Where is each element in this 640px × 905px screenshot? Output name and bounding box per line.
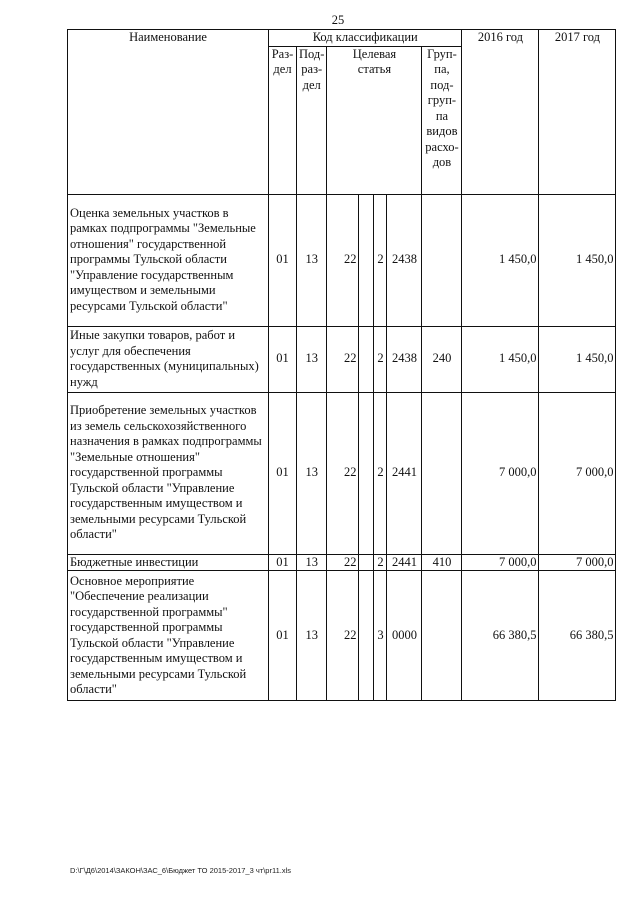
header-row-top	[68, 30, 616, 47]
row-podrazdel: 13	[297, 554, 327, 571]
row-razdel: 01	[269, 554, 297, 571]
row-expense-type	[422, 571, 462, 701]
table-row	[68, 554, 616, 571]
header-razdel: Раз- дел	[269, 46, 297, 194]
row-name: Иные закупки товаров, работ и услуг для обеспечения государственных (муниципальных) нужд	[68, 326, 269, 392]
row-target-3: 3	[374, 571, 387, 701]
row-podrazdel: 13	[297, 194, 327, 326]
header-year-2016: 2016 год	[462, 30, 539, 195]
row-target-4: 0000	[387, 571, 422, 701]
row-target-1: 22	[327, 326, 359, 392]
row-target-3: 2	[374, 554, 387, 571]
row-name: Основное мероприятие "Обеспечение реализации государственной программы" государственной программы Тульской области "Управление государственным имуществом и земельными ресурсами Тульской области"	[68, 571, 269, 701]
row-target-4: 2441	[387, 554, 422, 571]
row-2017: 66 380,5	[539, 571, 616, 701]
row-2016: 7 000,0	[462, 554, 539, 571]
row-name: Бюджетные инвестиции	[68, 554, 269, 571]
row-podrazdel: 13	[297, 392, 327, 554]
row-2016: 7 000,0	[462, 392, 539, 554]
row-2016: 1 450,0	[462, 326, 539, 392]
row-2017: 7 000,0	[539, 554, 616, 571]
row-target-3: 2	[374, 326, 387, 392]
row-target-1: 22	[327, 571, 359, 701]
row-target-3: 2	[374, 392, 387, 554]
row-target-3: 2	[374, 194, 387, 326]
row-expense-type: 410	[422, 554, 462, 571]
row-razdel: 01	[269, 392, 297, 554]
header-code-group: Код классификации	[269, 30, 462, 47]
row-target-1: 22	[327, 554, 359, 571]
header-expense-type: Груп- па, под- груп- па видов расхо- дов	[422, 46, 462, 194]
row-target-2	[359, 554, 374, 571]
row-razdel: 01	[269, 326, 297, 392]
header-podrazdel: Под- раз- дел	[297, 46, 327, 194]
row-2017: 1 450,0	[539, 326, 616, 392]
row-target-1: 22	[327, 194, 359, 326]
row-2017: 7 000,0	[539, 392, 616, 554]
row-2017: 1 450,0	[539, 194, 616, 326]
row-target-4: 2441	[387, 392, 422, 554]
file-path-footer: D:\Г\Д6\2014\ЗАКОН\ЗАС_6\Бюджет ТО 2015-2017_3 чт\pr11.xls	[70, 866, 291, 875]
header-target-article: Целевая статья	[327, 46, 422, 194]
row-target-2	[359, 326, 374, 392]
table-row	[68, 194, 616, 326]
row-target-1: 22	[327, 392, 359, 554]
row-2016: 66 380,5	[462, 571, 539, 701]
page-number: 25	[331, 13, 345, 27]
row-expense-type: 240	[422, 326, 462, 392]
row-target-4: 2438	[387, 194, 422, 326]
row-name: Приобретение земельных участков из земель сельскохозяйственного назначения в рамках подпрограммы "Земельные отношения" государственной программы Тульской области "Управление государственным имуществом и земельными ресурсами Тульской области"	[68, 392, 269, 554]
header-year-2017: 2017 год	[539, 30, 616, 195]
row-target-2	[359, 392, 374, 554]
row-razdel: 01	[269, 194, 297, 326]
table-row	[68, 326, 616, 392]
row-razdel: 01	[269, 571, 297, 701]
table-row	[68, 392, 616, 554]
row-name: Оценка земельных участков в рамках подпрограммы "Земельные отношения" государственной программы Тульской области "Управление государственным имуществом и земельными ресурсами Тульской области"	[68, 194, 269, 326]
budget-table	[67, 29, 616, 701]
row-target-2	[359, 571, 374, 701]
row-podrazdel: 13	[297, 571, 327, 701]
row-target-4: 2438	[387, 326, 422, 392]
row-expense-type	[422, 194, 462, 326]
header-name: Наименование	[68, 30, 269, 195]
row-2016: 1 450,0	[462, 194, 539, 326]
table-row	[68, 571, 616, 701]
row-target-2	[359, 194, 374, 326]
row-podrazdel: 13	[297, 326, 327, 392]
row-expense-type	[422, 392, 462, 554]
